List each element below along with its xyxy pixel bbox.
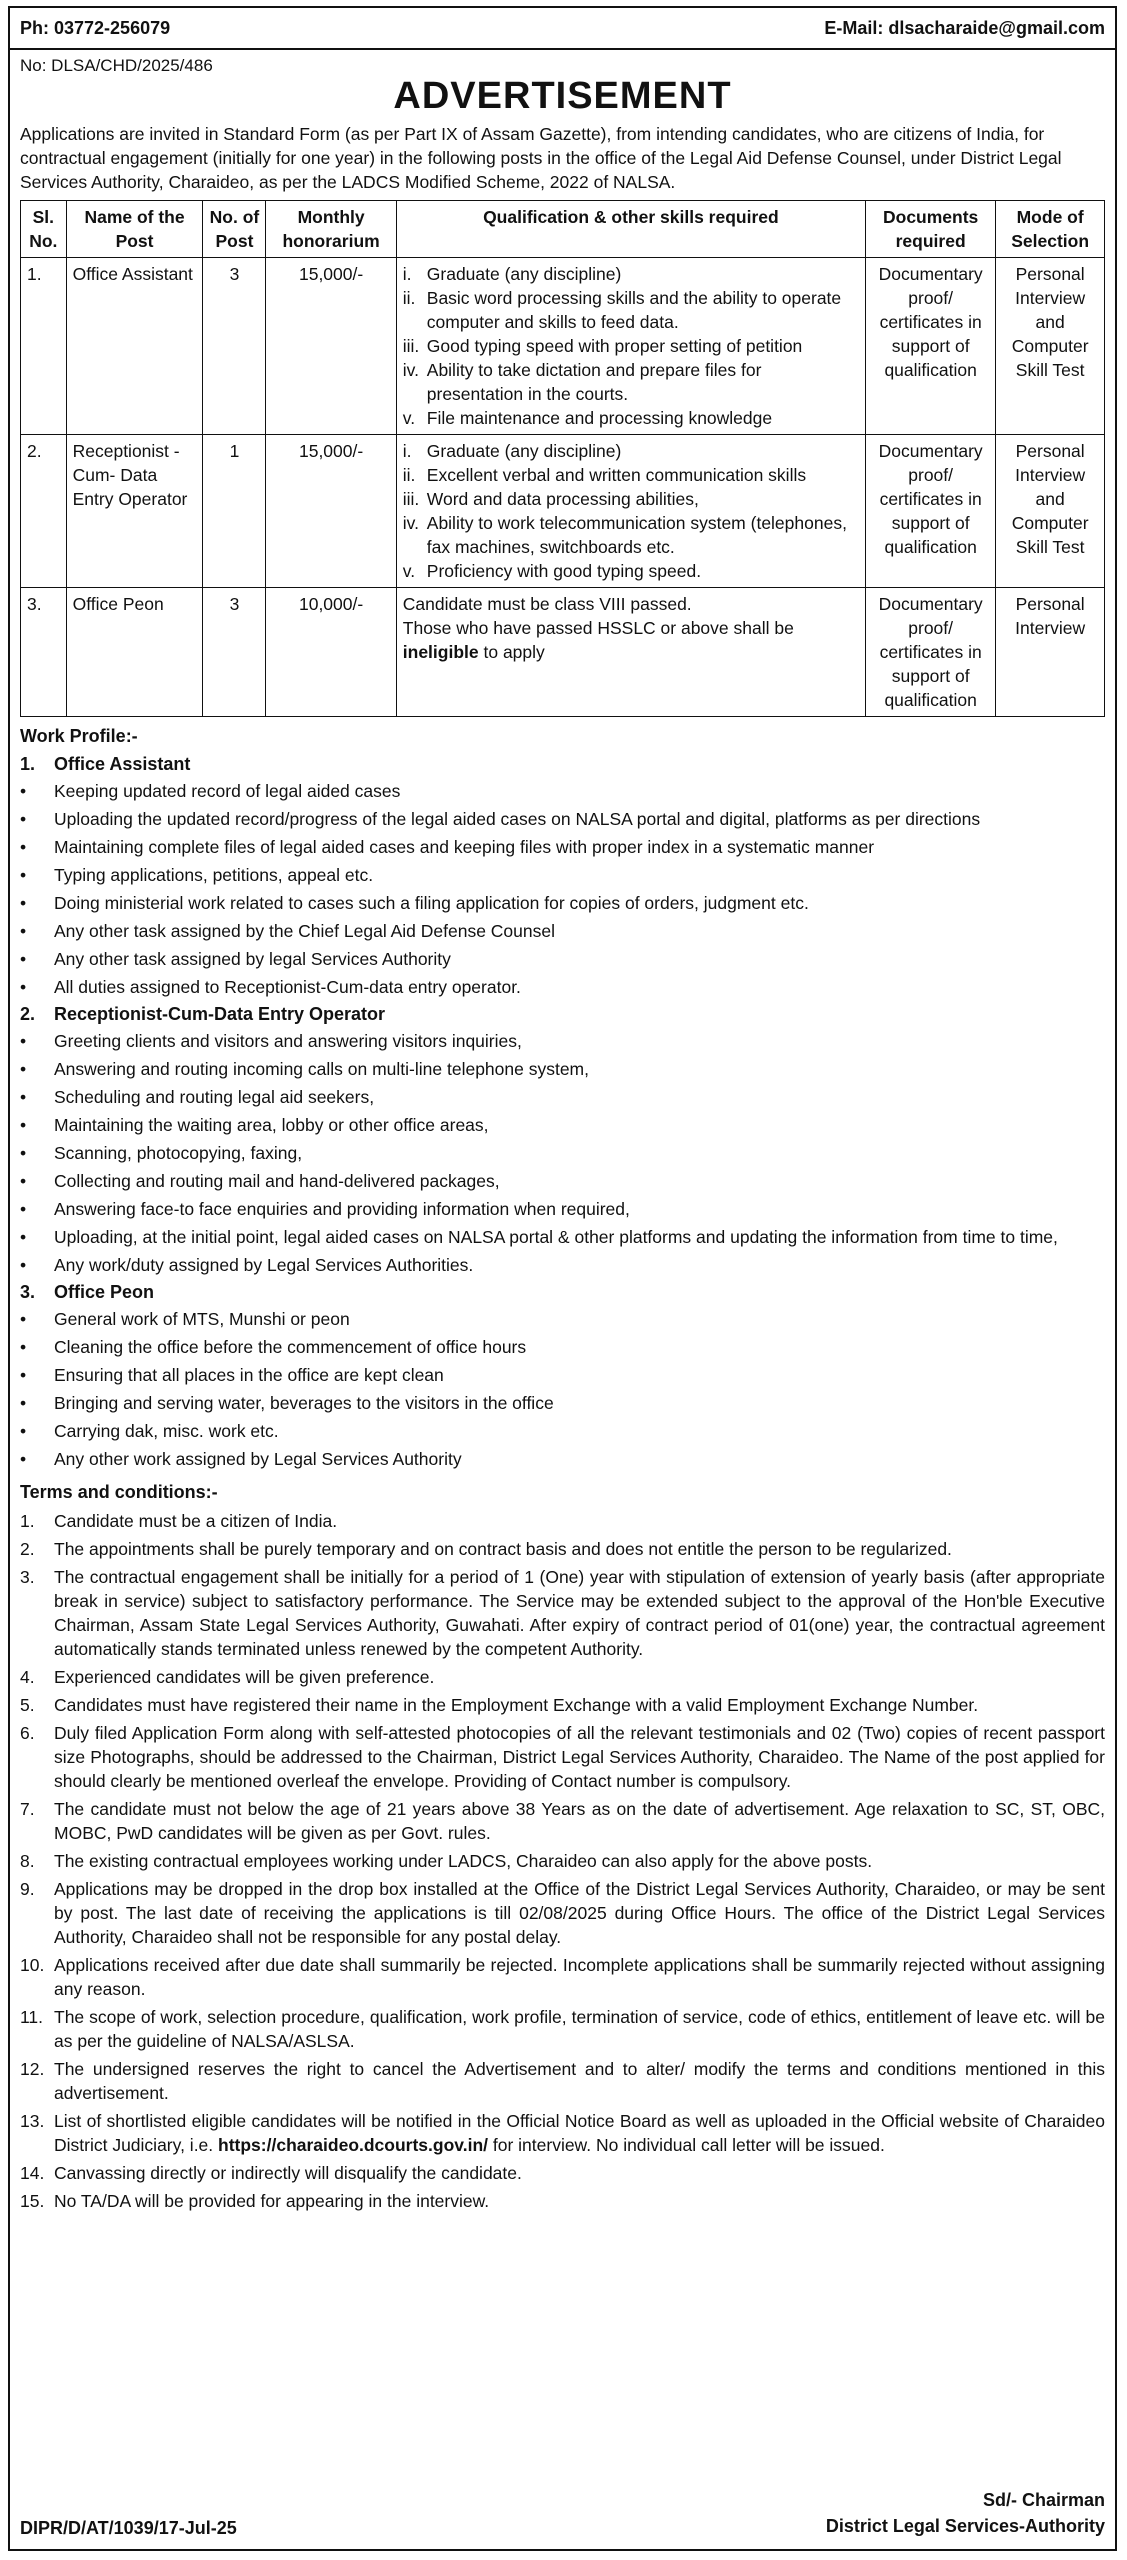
bullet-icon: • (20, 977, 27, 997)
item-number: 5. (20, 1695, 35, 1715)
duty-text: Collecting and routing mail and hand-delivered packages, (54, 1171, 500, 1191)
duty-list (20, 777, 1105, 1001)
duty-text: Maintaining the waiting area, lobby or other office areas, (54, 1115, 489, 1135)
list-item (20, 1719, 1105, 1795)
item-text: Ability to work telecommunication system (telephones, fax machines, switchboards etc. (426, 513, 847, 557)
item-text: Proficiency with good typing speed. (426, 561, 702, 581)
footer (20, 2487, 1105, 2539)
list-item (20, 1691, 1105, 1719)
duty-text: Scanning, photocopying, faxing, (54, 1143, 303, 1163)
qualification-item (403, 286, 859, 334)
table-header: No. of Post (203, 201, 266, 258)
list-item (20, 2159, 1105, 2187)
item-number: i. (402, 264, 412, 284)
list-item (20, 1951, 1105, 2003)
subheading-title: Office Peon (54, 1282, 155, 1302)
bullet-icon: • (20, 1393, 27, 1413)
post-count: 3 (203, 258, 266, 435)
item-number: 4. (20, 1667, 35, 1687)
list-item (20, 1055, 1105, 1083)
term-text: No TA/DA will be provided for appearing in the interview. (54, 2191, 490, 2211)
list-item (20, 833, 1105, 861)
item-text: Word and data processing abilities, (426, 489, 699, 509)
term-text: The appointments shall be purely temporary and on contract basis and does not entitle the person to be regularized. (54, 1539, 952, 1559)
list-item (20, 945, 1105, 973)
list-item (20, 1663, 1105, 1691)
item-number: iii. (402, 336, 420, 356)
subheading-title: Office Assistant (54, 754, 191, 774)
item-number: v. (402, 408, 416, 428)
qualification-item (403, 463, 859, 487)
duty-text: Bringing and serving water, beverages to the visitors in the office (54, 1393, 554, 1413)
qual-text-part: Those who have passed HSSLC or above shall be (402, 618, 794, 638)
item-number: 10. (20, 1955, 45, 1975)
item-number: 1. (20, 1511, 35, 1531)
duty-text: Doing ministerial work related to cases such a filing application for copies of orders, judgment etc. (54, 893, 809, 913)
item-text: Graduate (any discipline) (426, 264, 622, 284)
duty-text: Greeting clients and visitors and answering visitors inquiries, (54, 1031, 522, 1051)
sl-no: 2. (21, 435, 67, 588)
qualifications (396, 435, 865, 588)
work-profile-list (20, 751, 1105, 1473)
list-item (20, 2055, 1105, 2107)
selection-mode: Personal Interview and Computer Skill Test (996, 435, 1105, 588)
item-number: 7. (20, 1799, 35, 1819)
item-number: 8. (20, 1851, 35, 1871)
duty-text: Keeping updated record of legal aided cases (54, 781, 401, 801)
sl-no: 3. (21, 588, 67, 717)
table-header: Qualification & other skills required (396, 201, 865, 258)
bullet-icon: • (20, 781, 27, 801)
list-item (20, 1251, 1105, 1279)
term-text-part: for interview. No individual call letter will be issued. (488, 2135, 885, 2155)
bullet-icon: • (20, 1143, 27, 1163)
list-item (20, 1361, 1105, 1389)
term-text: The contractual engagement shall be initially for a period of 1 (One) year with stipulation of extension of yearly basis (after appropriate break in service) subject to satisfactory performance. The Service may be extended subject to the approval of the Hon'ble Executive Chairman, Assam State Legal Services Authority, Guwahati. After expiry of contract period of 01(one) year, the contractual agreement automatically stands terminated unless renewed by the competent Authority. (54, 1567, 1105, 1659)
qualification-item (403, 262, 859, 286)
item-number: i. (402, 441, 412, 461)
table-row (21, 588, 1105, 717)
table-row (21, 258, 1105, 435)
subheading-title: Receptionist-Cum-Data Entry Operator (54, 1004, 386, 1024)
duty-text: Any other task assigned by the Chief Legal Aid Defense Counsel (54, 921, 556, 941)
bullet-icon: • (20, 1171, 27, 1191)
subheading-number: 1. (20, 754, 36, 774)
bullet-icon: • (20, 1227, 27, 1247)
phone-number: Ph: 03772-256079 (20, 17, 171, 38)
duty-text: General work of MTS, Munshi or peon (54, 1309, 350, 1329)
list-item (20, 1223, 1105, 1251)
item-number: 14. (20, 2163, 45, 2183)
bullet-icon: • (20, 1199, 27, 1219)
documents-required: Documentary proof/ certificates in support of qualification (865, 588, 995, 717)
term-text-part: List of shortlisted eligible candidates will be notified in the Official Notice Board as well as uploaded in the Official website of Charaideo District Judiciary, i.e. (54, 2111, 1105, 2155)
duty-text: Ensuring that all places in the office are kept clean (54, 1365, 444, 1385)
bullet-icon: • (20, 1449, 27, 1469)
page-title: ADVERTISEMENT (393, 75, 732, 117)
table-header: Sl. No. (21, 201, 67, 258)
item-number: 13. (20, 2111, 45, 2131)
bullet-icon: • (20, 1087, 27, 1107)
work-profile-subheading (20, 1279, 1105, 1305)
table-header-row (21, 201, 1105, 258)
item-number: 9. (20, 1879, 35, 1899)
bullet-icon: • (20, 1255, 27, 1275)
table-row (21, 435, 1105, 588)
list-item (20, 1417, 1105, 1445)
term-text: Candidate must be a citizen of India. (54, 1511, 338, 1531)
post-name: Office Assistant (66, 258, 203, 435)
email-address: E-Mail: dlsacharaide@gmail.com (824, 17, 1105, 38)
list-item (20, 1563, 1105, 1663)
qualification-item (403, 559, 859, 583)
term-text: The existing contractual employees working under LADCS, Charaideo can also apply for the above posts. (54, 1851, 873, 1871)
intro-paragraph: Applications are invited in Standard Form (as per Part IX of Assam Gazette), from intending candidates, who are citizens of India, for contractual engagement (initially for one year) in the following posts in the office of the Legal Aid Defense Counsel, under District Legal Services Authority, Charaideo, as per the LADCS Modified Scheme, 2022 of NALSA. (20, 124, 1062, 192)
qualification-item (403, 487, 859, 511)
post-count: 1 (203, 435, 266, 588)
list-item (20, 805, 1105, 833)
bullet-icon: • (20, 1421, 27, 1441)
item-number: iv. (402, 360, 419, 380)
list-item (20, 1111, 1105, 1139)
list-item (20, 973, 1105, 1001)
bullet-icon: • (20, 893, 27, 913)
table-header: Documents required (865, 201, 995, 258)
duty-text: Scheduling and routing legal aid seekers, (54, 1087, 375, 1107)
list-item (20, 1305, 1105, 1333)
honorarium: 15,000/- (266, 435, 396, 588)
duty-text: Uploading, at the initial point, legal aided cases on NALSA portal & other platforms and updating the information from time to time, (54, 1227, 1058, 1247)
post-name: Receptionist - Cum- Data Entry Operator (66, 435, 203, 588)
qualification-item (403, 406, 859, 430)
bullet-icon: • (20, 921, 27, 941)
post-name: Office Peon (66, 588, 203, 717)
item-number: 6. (20, 1723, 35, 1743)
term-text: Experienced candidates will be given preference. (54, 1667, 435, 1687)
item-number: iv. (402, 513, 419, 533)
list-item (20, 1389, 1105, 1417)
item-number: 12. (20, 2059, 45, 2079)
term-text: Applications may be dropped in the drop box installed at the Office of the District Legal Services Authority, Charaideo, or may be sent by post. The last date of receiving the applications is till 02/08/2025 during Office Hours. The office of the District Legal Services Authority, Charaideo shall not be responsible for any postal delay. (54, 1879, 1105, 1947)
list-item (20, 1507, 1105, 1535)
list-item (20, 1195, 1105, 1223)
item-text: Graduate (any discipline) (426, 441, 622, 461)
term-text: The undersigned reserves the right to cancel the Advertisement and to alter/ modify the terms and conditions mentioned in this advertisement. (54, 2059, 1105, 2103)
bullet-icon: • (20, 1115, 27, 1135)
advertisement-page (8, 6, 1117, 2551)
honorarium: 10,000/- (266, 588, 396, 717)
duty-list (20, 1305, 1105, 1473)
terms-heading: Terms and conditions:- (20, 1482, 218, 1502)
list-item (20, 1535, 1105, 1563)
list-item (20, 777, 1105, 805)
documents-required: Documentary proof/ certificates in support of qualification (865, 435, 995, 588)
item-number: 3. (20, 1567, 35, 1587)
qualification-item (403, 334, 859, 358)
table-header: Mode of Selection (996, 201, 1105, 258)
table-header: Name of the Post (66, 201, 203, 258)
documents-required: Documentary proof/ certificates in support of qualification (865, 258, 995, 435)
qualifications (396, 588, 865, 717)
qualifications (396, 258, 865, 435)
work-profile-subheading (20, 751, 1105, 777)
term-text: Canvassing directly or indirectly will disqualify the candidate. (54, 2163, 522, 2183)
duty-text: Answering and routing incoming calls on multi-line telephone system, (54, 1059, 589, 1079)
bullet-icon: • (20, 865, 27, 885)
item-text: Ability to take dictation and prepare files for presentation in the courts. (426, 360, 762, 404)
work-profile-subheading (20, 1001, 1105, 1027)
item-number: ii. (402, 288, 416, 308)
list-item (20, 1795, 1105, 1847)
work-profile-heading: Work Profile:- (20, 726, 138, 746)
item-number: 11. (20, 2007, 44, 2027)
sl-no: 1. (21, 258, 67, 435)
list-item (20, 917, 1105, 945)
duty-text: Any other work assigned by Legal Services Authority (54, 1449, 462, 1469)
qualification-text (403, 616, 859, 664)
qualification-item (403, 511, 859, 559)
duty-text: Any other task assigned by legal Services Authority (54, 949, 451, 969)
item-number: v. (402, 561, 416, 581)
item-number: 15. (20, 2191, 45, 2211)
term-text: The candidate must not below the age of 21 years above 38 Years as on the date of advertisement. Age relaxation to SC, ST, OBC, MOBC, PwD candidates will be given as per Govt. rules. (54, 1799, 1105, 1843)
selection-mode: Personal Interview (996, 588, 1105, 717)
contact-header (10, 8, 1115, 50)
term-text: Candidates must have registered their name in the Employment Exchange with a valid Employment Exchange Number. (54, 1695, 979, 1715)
list-item (20, 1167, 1105, 1195)
qualification-item (403, 358, 859, 406)
item-text: Basic word processing skills and the ability to operate computer and skills to feed data. (426, 288, 842, 332)
posts-table (20, 200, 1105, 717)
bullet-icon: • (20, 1365, 27, 1385)
duty-text: Maintaining complete files of legal aided cases and keeping files with proper index in a systematic manner (54, 837, 875, 857)
item-number: ii. (402, 465, 416, 485)
qual-text-part: to apply (478, 642, 545, 662)
list-item (20, 889, 1105, 917)
qualification-item (403, 439, 859, 463)
list-item (20, 2003, 1105, 2055)
selection-mode: Personal Interview and Computer Skill Test (996, 258, 1105, 435)
duty-text: Typing applications, petitions, appeal etc. (54, 865, 374, 885)
list-item (20, 1083, 1105, 1111)
subheading-number: 2. (20, 1004, 36, 1024)
list-item (20, 2187, 1105, 2215)
qualification-text: Candidate must be class VIII passed. (402, 594, 692, 614)
website-link: https://charaideo.dcourts.gov.in/ (218, 2135, 488, 2155)
item-number: 2. (20, 1539, 35, 1559)
honorarium: 15,000/- (266, 258, 396, 435)
duty-text: Cleaning the office before the commencement of office hours (54, 1337, 527, 1357)
bullet-icon: • (20, 949, 27, 969)
list-item (20, 1875, 1105, 1951)
duty-list (20, 1027, 1105, 1279)
dipr-code: DIPR/D/AT/1039/17-Jul-25 (20, 2518, 237, 2538)
duty-text: Answering face-to face enquiries and providing information when required, (54, 1199, 630, 1219)
terms-list (20, 1507, 1105, 2215)
duty-text: Any work/duty assigned by Legal Services Authorities. (54, 1255, 474, 1275)
subheading-number: 3. (20, 1282, 36, 1302)
bullet-icon: • (20, 1059, 27, 1079)
post-count: 3 (203, 588, 266, 717)
item-text: File maintenance and processing knowledge (426, 408, 773, 428)
bullet-icon: • (20, 837, 27, 857)
term-text: Applications received after due date shall summarily be rejected. Incomplete applications shall be summarily rejected without assigning any reason. (54, 1955, 1105, 1999)
list-item (20, 861, 1105, 889)
item-text: Excellent verbal and written communication skills (426, 465, 807, 485)
ineligible-emphasis: ineligible (402, 642, 479, 662)
list-item (20, 1027, 1105, 1055)
list-item (20, 1333, 1105, 1361)
term-text (54, 2109, 1105, 2157)
reference-number: No: DLSA/CHD/2025/486 (20, 56, 213, 75)
duty-text: Uploading the updated record/progress of the legal aided cases on NALSA portal and digital, platforms as per directions (54, 809, 981, 829)
bullet-icon: • (20, 1309, 27, 1329)
duty-text: All duties assigned to Receptionist-Cum-data entry operator. (54, 977, 521, 997)
duty-text: Carrying dak, misc. work etc. (54, 1421, 279, 1441)
signatory-office: District Legal Services-Authority (825, 2516, 1105, 2536)
bullet-icon: • (20, 809, 27, 829)
list-item (20, 1139, 1105, 1167)
table-header: Monthly honorarium (266, 201, 396, 258)
bullet-icon: • (20, 1337, 27, 1357)
bullet-icon: • (20, 1031, 27, 1051)
signature-block (826, 2487, 1105, 2539)
term-text: Duly filed Application Form along with self-attested photocopies of all the relevant testimonials and 02 (Two) copies of recent passport size Photographs, should be addressed to the Chairman, District Legal Services Authority, Charaideo. The Name of the post applied for should clearly be mentioned overleaf the envelope. Providing of Contact number is compulsory. (54, 1723, 1105, 1791)
list-item (20, 2107, 1105, 2159)
term-text: The scope of work, selection procedure, qualification, work profile, termination of service, code of ethics, entitlement of leave etc. will be as per the guideline of NALSA/ASLSA. (54, 2007, 1105, 2051)
list-item (20, 1847, 1105, 1875)
item-text: Good typing speed with proper setting of petition (426, 336, 803, 356)
list-item (20, 1445, 1105, 1473)
item-number: iii. (402, 489, 420, 509)
signatory: Sd/- Chairman (982, 2490, 1105, 2510)
